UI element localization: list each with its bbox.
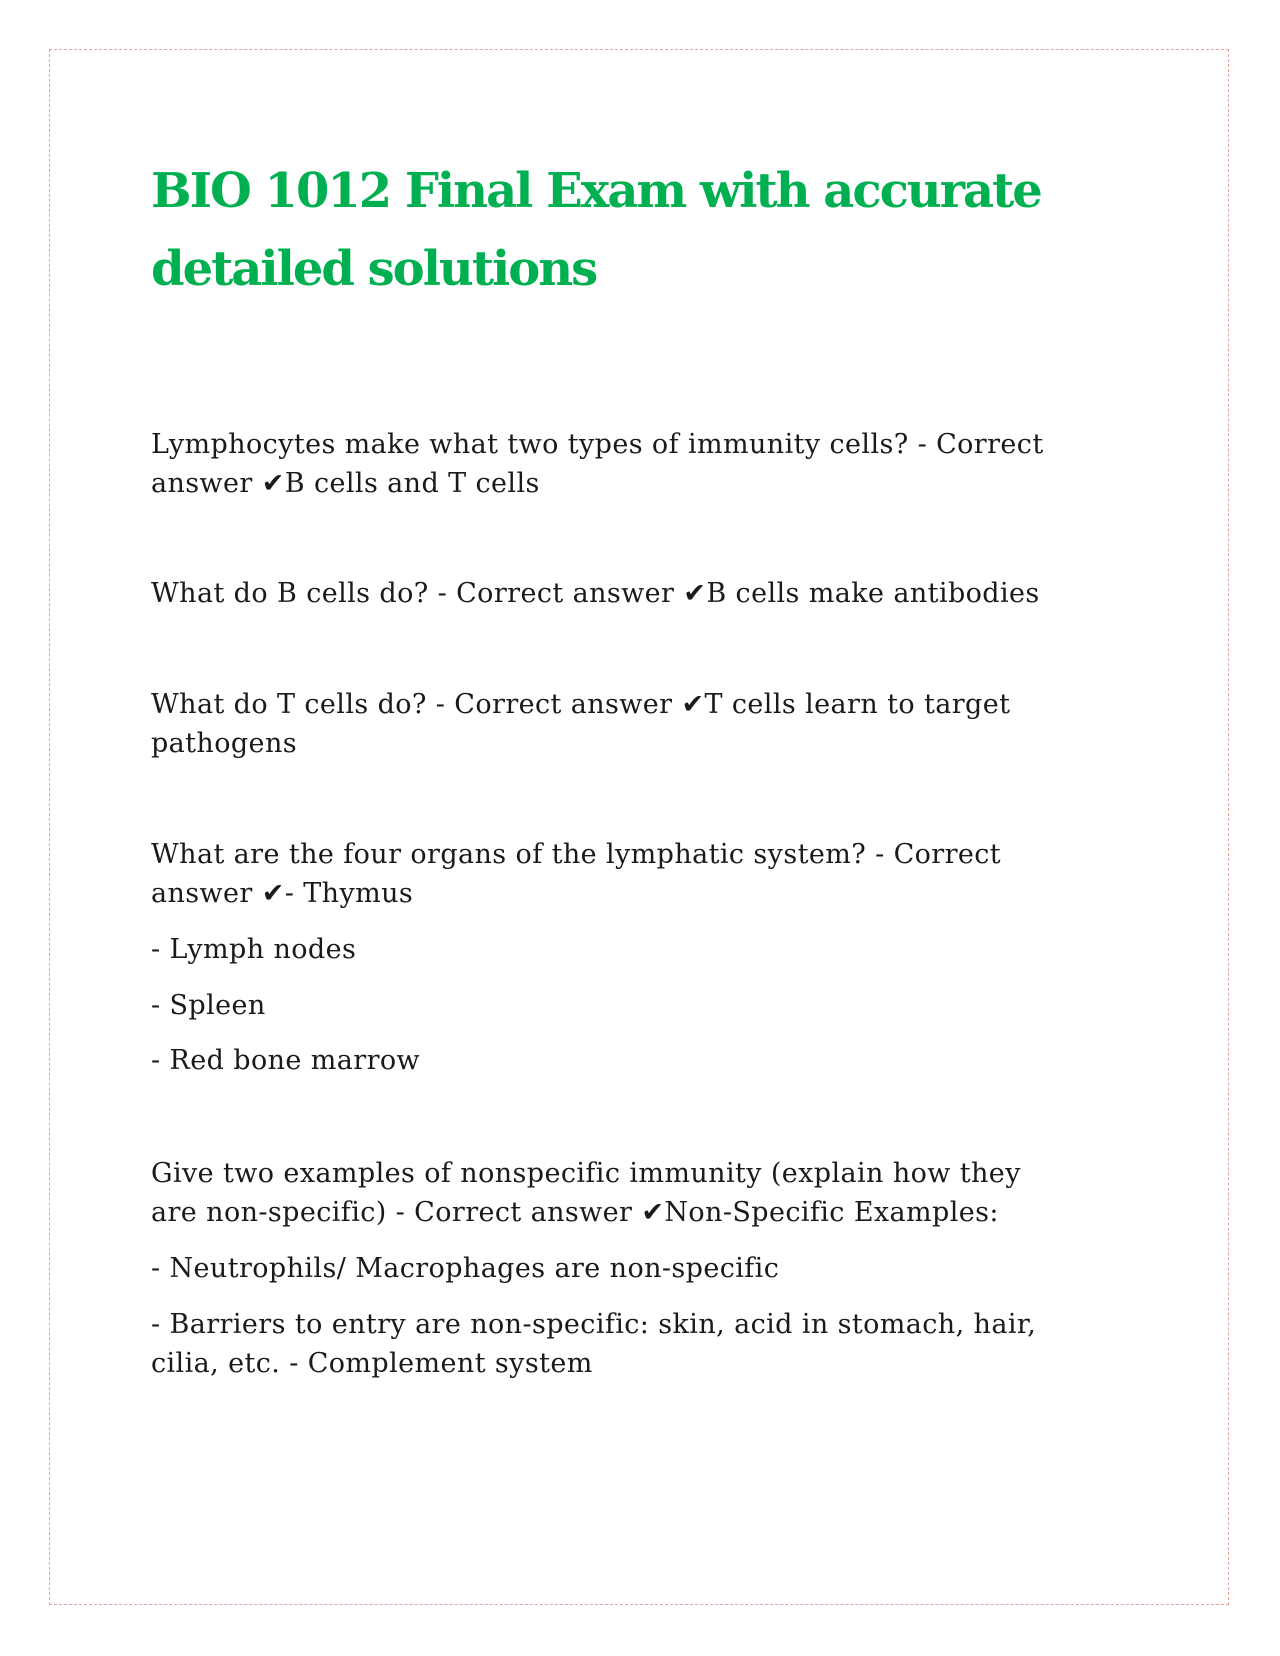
qa-line: What do B cells do? - Correct answer ✔B cells make antibodies bbox=[151, 578, 1040, 609]
title-line-2: detailed solutions bbox=[151, 241, 597, 297]
qa-line: - Barriers to entry are non-specific: skin, acid in stomach, hair, bbox=[151, 1309, 1037, 1340]
list-item-red-bone-marrow: - Red bone marrow bbox=[151, 1045, 421, 1076]
qa-line: Lymphocytes make what two types of immunity cells? - Correct bbox=[151, 429, 1044, 460]
qa-line: are non-specific) - Correct answer ✔Non-Specific Examples: bbox=[151, 1197, 999, 1228]
list-item-barriers bbox=[151, 1305, 1131, 1383]
list-item-lymph-nodes: - Lymph nodes bbox=[151, 934, 357, 965]
qa-item-b-cells bbox=[151, 574, 1131, 613]
qa-item-nonspecific-immunity bbox=[151, 1154, 1131, 1232]
qa-line: answer ✔B cells and T cells bbox=[151, 468, 540, 499]
qa-line: cilia, etc. - Complement system bbox=[151, 1348, 593, 1379]
qa-line: What are the four organs of the lymphatic system? - Correct bbox=[151, 839, 1002, 870]
qa-item-t-cells bbox=[151, 685, 1131, 763]
qa-line: Give two examples of nonspecific immunity (explain how they bbox=[151, 1158, 1021, 1189]
qa-item-lymphocytes bbox=[151, 425, 1131, 503]
qa-line: What do T cells do? - Correct answer ✔T cells learn to target bbox=[151, 689, 1011, 720]
list-item-neutrophils: - Neutrophils/ Macrophages are non-specific bbox=[151, 1253, 780, 1284]
qa-line: answer ✔- Thymus bbox=[151, 878, 414, 909]
title-line-1: BIO 1012 Final Exam with accurate bbox=[151, 163, 1041, 219]
list-item-spleen: - Spleen bbox=[151, 990, 266, 1021]
document-title bbox=[151, 152, 1111, 308]
qa-line: pathogens bbox=[151, 728, 297, 759]
qa-item-lymphatic-organs bbox=[151, 835, 1131, 913]
